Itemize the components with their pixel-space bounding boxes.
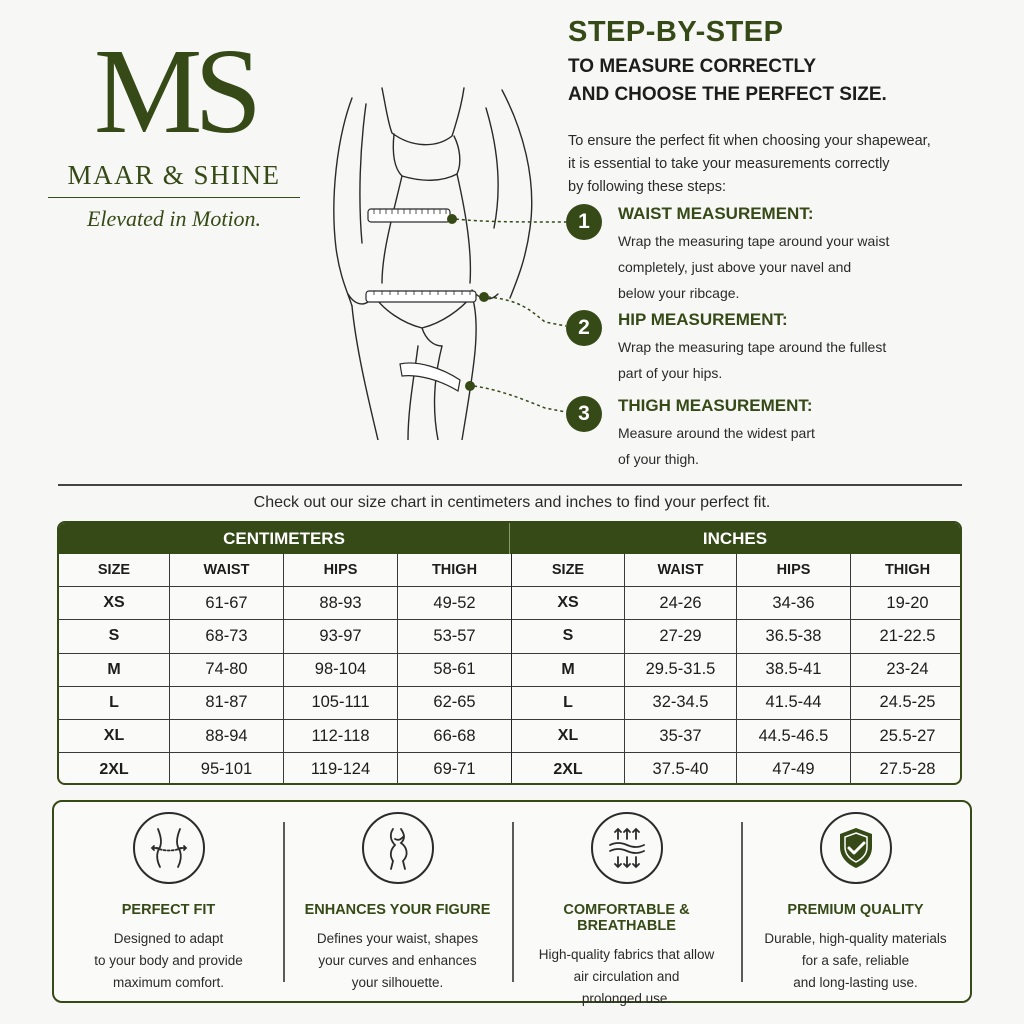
feature-desc-line: Defines your waist, shapes xyxy=(316,931,479,946)
feature-perfect-fit xyxy=(54,802,283,1001)
size-chart-table xyxy=(57,521,962,785)
measurement-cell: 58-61 xyxy=(398,654,512,687)
size-label-cell: XS xyxy=(512,587,625,620)
feature-desc-line: your curves and enhances xyxy=(318,953,477,968)
measurement-cell: 61-67 xyxy=(170,587,284,620)
features-panel xyxy=(52,800,972,1006)
column-header: SIZE xyxy=(59,554,170,587)
size-label-cell: XS xyxy=(59,587,170,620)
size-label-cell: M xyxy=(59,654,170,687)
size-label-cell: S xyxy=(512,620,625,653)
step-title: WAIST MEASUREMENT: xyxy=(618,204,814,223)
measurement-cell: 36.5-38 xyxy=(737,620,851,653)
measurement-cell: 41.5-44 xyxy=(737,687,851,720)
feature-title: PREMIUM QUALITY xyxy=(787,902,924,918)
step-desc-line: Wrap the measuring tape around your waist xyxy=(618,233,890,249)
feature-desc-line: maximum comfort. xyxy=(112,975,224,990)
measurement-cell: 53-57 xyxy=(398,620,512,653)
measurement-cell: 69-71 xyxy=(398,753,512,785)
header xyxy=(568,16,1008,109)
measurement-cell: 62-65 xyxy=(398,687,512,720)
size-chart-caption: Check out our size chart in centimeters and inches to find your perfect fit. xyxy=(253,494,771,511)
silhouette-icon xyxy=(362,812,434,884)
measurement-cell: 68-73 xyxy=(170,620,284,653)
measurement-cell: 38.5-41 xyxy=(737,654,851,687)
waist-icon xyxy=(133,812,205,884)
measurement-cell: 37.5-40 xyxy=(625,753,737,785)
step-description xyxy=(618,420,918,472)
measurement-cell: 21-22.5 xyxy=(851,620,962,653)
measurement-cell: 74-80 xyxy=(170,654,284,687)
step-desc-line: Measure around the widest part xyxy=(618,425,815,441)
feature-desc-line: your silhouette. xyxy=(351,975,444,990)
measurement-cell: 32-34.5 xyxy=(625,687,737,720)
size-chart-group-header xyxy=(59,523,960,554)
feature-description xyxy=(741,928,970,994)
feature-description xyxy=(283,928,512,994)
feature-desc-line: air circulation and xyxy=(573,969,680,984)
intro-line: by following these steps: xyxy=(568,179,726,195)
group-inches: INCHES xyxy=(702,528,768,548)
feature-desc-line: Durable, high-quality materials xyxy=(764,931,947,946)
column-header: THIGH xyxy=(398,554,512,587)
size-label-cell: L xyxy=(59,687,170,720)
measurement-cell: 93-97 xyxy=(284,620,398,653)
feature-title: ENHANCES YOUR FIGURE xyxy=(304,902,491,918)
feature-desc-line: High-quality fabrics that allow xyxy=(538,947,715,962)
measurement-cell: 27-29 xyxy=(625,620,737,653)
measurement-cell: 19-20 xyxy=(851,587,962,620)
measurement-cell: 88-93 xyxy=(284,587,398,620)
measurement-cell: 25.5-27 xyxy=(851,720,962,753)
feature-breathable xyxy=(512,802,741,1006)
step-title: THIGH MEASUREMENT: xyxy=(618,396,813,415)
feature-desc-line: Designed to adapt xyxy=(113,931,224,946)
feature-title: COMFORTABLE & BREATHABLE xyxy=(563,902,690,934)
measurement-cell: 34-36 xyxy=(737,587,851,620)
feature-title: PERFECT FIT xyxy=(121,902,216,918)
step-title: HIP MEASUREMENT: xyxy=(618,310,788,329)
size-label-cell: L xyxy=(512,687,625,720)
feature-description xyxy=(54,928,283,994)
size-label-cell: M xyxy=(512,654,625,687)
measurement-cell: 24-26 xyxy=(625,587,737,620)
feature-enhances-figure xyxy=(283,802,512,1001)
measurement-cell: 66-68 xyxy=(398,720,512,753)
measurement-cell: 47-49 xyxy=(737,753,851,785)
intro-text xyxy=(568,130,1008,199)
size-label-cell: XL xyxy=(512,720,625,753)
step-number: 2 xyxy=(566,310,602,346)
size-chart-grid xyxy=(59,554,960,785)
feature-desc-line: and long-lasting use. xyxy=(793,975,918,990)
column-header: SIZE xyxy=(512,554,625,587)
feature-desc-line: to your body and provide xyxy=(94,953,243,968)
page-subtitle-line1: TO MEASURE CORRECTLY xyxy=(568,56,817,77)
step-desc-line: part of your hips. xyxy=(618,365,723,381)
feature-desc-line: prolonged use. xyxy=(581,991,672,1006)
feature-premium-quality xyxy=(741,802,970,1001)
page-title: STEP-BY-STEP xyxy=(568,16,784,48)
group-centimeters: CENTIMETERS xyxy=(59,523,510,554)
measurement-cell: 24.5-25 xyxy=(851,687,962,720)
column-header: THIGH xyxy=(851,554,962,587)
divider xyxy=(58,484,962,486)
measurement-cell: 29.5-31.5 xyxy=(625,654,737,687)
brand-tagline: Elevated in Motion. xyxy=(86,206,262,231)
measurement-cell: 44.5-46.5 xyxy=(737,720,851,753)
step-description xyxy=(618,228,918,306)
step-desc-line: Wrap the measuring tape around the fullest xyxy=(618,339,887,355)
measurement-cell: 23-24 xyxy=(851,654,962,687)
step-number: 3 xyxy=(566,396,602,432)
brand-monogram: MS xyxy=(93,24,255,159)
measurement-cell: 112-118 xyxy=(284,720,398,753)
airflow-icon xyxy=(591,812,663,884)
intro-line: To ensure the perfect fit when choosing your shapewear, xyxy=(568,133,931,149)
page-subtitle-line2: AND CHOOSE THE PERFECT SIZE. xyxy=(568,84,887,105)
column-header: WAIST xyxy=(625,554,737,587)
step-desc-line: completely, just above your navel and xyxy=(618,259,852,275)
measurement-cell: 98-104 xyxy=(284,654,398,687)
measurement-cell: 119-124 xyxy=(284,753,398,785)
step-description xyxy=(618,334,918,386)
measurement-cell: 88-94 xyxy=(170,720,284,753)
size-label-cell: 2XL xyxy=(59,753,170,785)
measurement-cell: 81-87 xyxy=(170,687,284,720)
size-label-cell: XL xyxy=(59,720,170,753)
intro-line: it is essential to take your measurements correctly xyxy=(568,156,890,172)
size-label-cell: S xyxy=(59,620,170,653)
measurement-cell: 95-101 xyxy=(170,753,284,785)
measurement-cell: 35-37 xyxy=(625,720,737,753)
feature-description xyxy=(512,944,741,1010)
step-desc-line: below your ribcage. xyxy=(618,285,740,301)
size-label-cell: 2XL xyxy=(512,753,625,785)
measurement-cell: 27.5-28 xyxy=(879,760,936,779)
brand-name: MAAR & SHINE xyxy=(48,160,300,198)
step-number: 1 xyxy=(566,204,602,240)
shield-check-icon xyxy=(820,812,892,884)
measurement-cell: 105-111 xyxy=(284,687,398,720)
column-header: WAIST xyxy=(170,554,284,587)
measurement-cell: 49-52 xyxy=(398,587,512,620)
column-header: HIPS xyxy=(284,554,398,587)
column-header: HIPS xyxy=(737,554,851,587)
feature-desc-line: for a safe, reliable xyxy=(801,953,910,968)
step-desc-line: of your thigh. xyxy=(618,451,699,467)
